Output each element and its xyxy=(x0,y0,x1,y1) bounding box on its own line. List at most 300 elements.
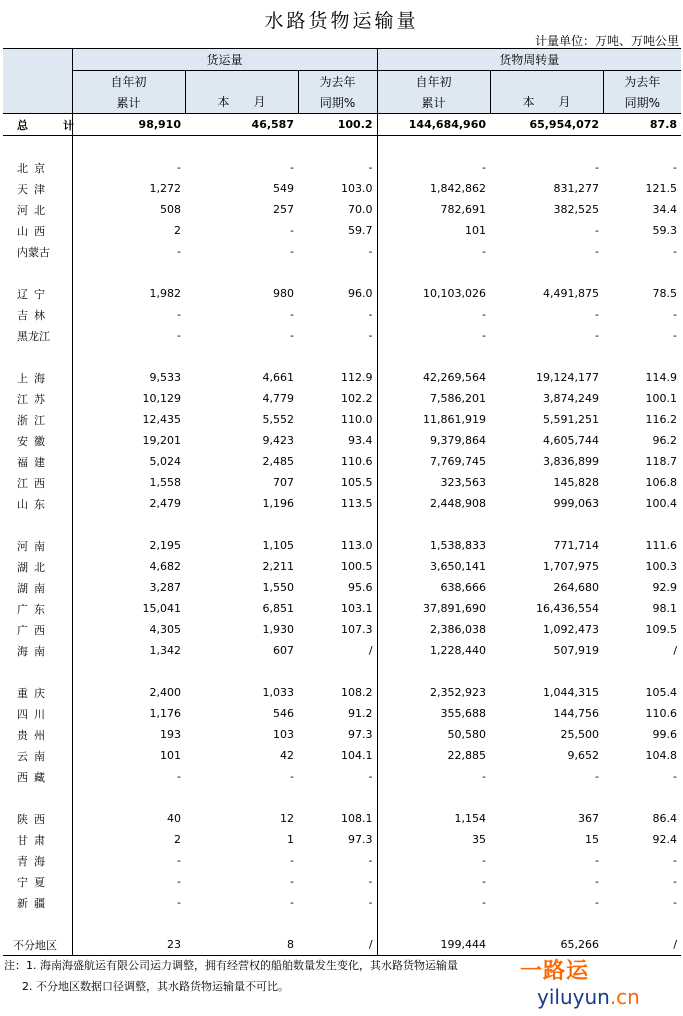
spacer-cell xyxy=(603,661,681,682)
spacer-cell xyxy=(377,913,490,934)
watermark-url-main: yiluyun xyxy=(537,985,610,1009)
turnover-month-cell: 382,525 xyxy=(553,203,600,216)
turnover-ytd-cell: - xyxy=(482,329,487,342)
table-row xyxy=(3,325,681,346)
freight-yoy-cell: 96.0 xyxy=(298,283,377,304)
footnote-2: 2. 不分地区数据口径调整，其水路货物运输量不可比。 xyxy=(22,980,289,993)
table-row xyxy=(3,745,681,766)
freight-yoy-cell: / xyxy=(298,934,377,956)
spacer-cell xyxy=(72,787,185,808)
turnover-month-cell: - xyxy=(595,161,600,174)
turnover-month-cell: - xyxy=(595,245,600,258)
region-name: 湖南 xyxy=(3,577,72,598)
region-name: 重庆 xyxy=(3,682,72,703)
freight-month-cell: - xyxy=(290,161,294,174)
spacer-cell xyxy=(298,913,377,934)
spacer-cell xyxy=(490,787,603,808)
turnover-ytd-cell: - xyxy=(482,854,487,867)
spacer-row xyxy=(3,514,681,535)
turnover-yoy-cell: 99.6 xyxy=(652,728,678,741)
turnover-ytd-cell: 144,684,960 xyxy=(377,114,490,136)
table-row xyxy=(3,871,681,892)
freight-month-cell: 1,550 xyxy=(262,581,294,594)
freight-table xyxy=(3,48,681,956)
turnover-ytd-cell: 7,586,201 xyxy=(430,392,487,405)
table-row xyxy=(3,472,681,493)
freight-month-cell: 1,105 xyxy=(262,539,294,552)
spacer-cell xyxy=(185,913,298,934)
spacer-cell xyxy=(377,136,490,158)
spacer-cell xyxy=(490,514,603,535)
freight-month-cell: 546 xyxy=(273,707,294,720)
freight-ytd-cell: 2,195 xyxy=(149,539,181,552)
region-name: 不分地区 xyxy=(3,934,72,956)
turnover-month-cell: 507,919 xyxy=(553,644,600,657)
freight-month-cell: - xyxy=(290,224,294,237)
turnover-yoy-cell: - xyxy=(673,329,678,342)
turnover-month-cell: 1,044,315 xyxy=(543,686,600,699)
region-name: 云南 xyxy=(3,745,72,766)
table-row xyxy=(3,157,681,178)
turnover-month-cell: 9,652 xyxy=(567,749,600,762)
total-row xyxy=(3,114,681,136)
spacer-cell xyxy=(72,346,185,367)
freight-month-cell: - xyxy=(290,770,294,783)
turnover-yoy-cell: - xyxy=(673,770,678,783)
header-freight-month-label: 本 月 xyxy=(217,95,266,109)
turnover-ytd-cell: - xyxy=(482,896,487,909)
spacer-cell xyxy=(490,913,603,934)
freight-yoy-cell: 100.5 xyxy=(298,556,377,577)
freight-ytd-cell: 1,558 xyxy=(149,476,181,489)
turnover-ytd-cell: 638,666 xyxy=(440,581,487,594)
freight-month-cell: 2,485 xyxy=(262,455,294,468)
freight-yoy-cell: 108.1 xyxy=(298,808,377,829)
freight-yoy-cell: - xyxy=(298,325,377,346)
header-freight: 货运量 xyxy=(72,49,377,71)
region-name: 河南 xyxy=(3,535,72,556)
freight-month-cell: - xyxy=(290,854,294,867)
turnover-yoy-cell: 98.1 xyxy=(652,602,678,615)
turnover-ytd-cell: - xyxy=(482,245,487,258)
freight-yoy-cell: 93.4 xyxy=(298,430,377,451)
freight-ytd-cell: 40 xyxy=(167,812,181,825)
freight-yoy-cell: 97.3 xyxy=(298,724,377,745)
turnover-yoy-cell: 114.9 xyxy=(645,371,678,384)
spacer-cell xyxy=(603,346,681,367)
header-turnover-ytd-top: 自年初 xyxy=(377,71,490,93)
turnover-month-cell: 144,756 xyxy=(553,707,600,720)
freight-ytd-cell: 5,024 xyxy=(149,455,181,468)
spacer-cell xyxy=(185,262,298,283)
header-freight-ytd-bottom: 累计 xyxy=(72,92,185,114)
turnover-month-cell: 4,491,875 xyxy=(543,287,600,300)
spacer-row xyxy=(3,661,681,682)
freight-ytd-cell: 15,041 xyxy=(142,602,181,615)
spacer-cell xyxy=(377,262,490,283)
turnover-ytd-cell: 3,650,141 xyxy=(430,560,487,573)
turnover-month-cell: 367 xyxy=(578,812,600,825)
freight-ytd-cell: 98,910 xyxy=(72,114,185,136)
region-name: 河北 xyxy=(3,199,72,220)
spacer-row xyxy=(3,136,681,158)
freight-month-cell: - xyxy=(290,245,294,258)
freight-yoy-cell: 110.6 xyxy=(298,451,377,472)
turnover-month-cell: 1,707,975 xyxy=(543,560,600,573)
freight-ytd-cell: 10,129 xyxy=(142,392,181,405)
freight-ytd-cell: 2 xyxy=(174,224,181,237)
turnover-ytd-cell: 1,842,862 xyxy=(430,182,487,195)
freight-month-cell: 6,851 xyxy=(262,602,294,615)
freight-yoy-cell: - xyxy=(298,241,377,262)
header-freight-month-spacer xyxy=(185,71,298,114)
spacer-cell xyxy=(3,787,72,808)
turnover-yoy-cell: - xyxy=(673,161,678,174)
spacer-cell xyxy=(377,514,490,535)
freight-month-cell: 1,196 xyxy=(262,497,294,510)
freight-ytd-cell: 1,272 xyxy=(149,182,181,195)
freight-yoy-cell: 100.2 xyxy=(298,114,377,136)
turnover-yoy-cell: - xyxy=(673,308,678,321)
spacer-cell xyxy=(298,136,377,158)
spacer-cell xyxy=(72,913,185,934)
freight-month-cell: 103 xyxy=(273,728,294,741)
spacer-row xyxy=(3,262,681,283)
turnover-month-cell: - xyxy=(595,854,600,867)
freight-ytd-cell: - xyxy=(177,308,181,321)
turnover-month-cell: 264,680 xyxy=(553,581,600,594)
spacer-cell xyxy=(490,346,603,367)
turnover-ytd-cell: 1,154 xyxy=(454,812,487,825)
spacer-cell xyxy=(298,787,377,808)
freight-month-cell: 46,587 xyxy=(185,114,298,136)
freight-yoy-cell: 104.1 xyxy=(298,745,377,766)
spacer-cell xyxy=(185,661,298,682)
table-row xyxy=(3,703,681,724)
spacer-cell xyxy=(3,262,72,283)
spacer-cell xyxy=(490,661,603,682)
turnover-month-cell: 15 xyxy=(585,833,600,846)
turnover-yoy-cell: / xyxy=(673,644,678,657)
freight-ytd-cell: 12,435 xyxy=(142,413,181,426)
region-name: 总 计 xyxy=(3,114,72,136)
turnover-ytd-cell: 10,103,026 xyxy=(423,287,487,300)
table-row xyxy=(3,367,681,388)
freight-ytd-cell: - xyxy=(177,854,181,867)
freight-ytd-cell: 2,479 xyxy=(149,497,181,510)
freight-yoy-cell: 95.6 xyxy=(298,577,377,598)
region-name: 新疆 xyxy=(3,892,72,913)
table-row xyxy=(3,241,681,262)
turnover-yoy-cell: 92.4 xyxy=(652,833,678,846)
freight-month-cell: 607 xyxy=(273,644,294,657)
table-row xyxy=(3,199,681,220)
turnover-ytd-cell: - xyxy=(482,875,487,888)
freight-yoy-cell: 113.5 xyxy=(298,493,377,514)
spacer-cell xyxy=(603,262,681,283)
spacer-cell xyxy=(3,136,72,158)
turnover-ytd-cell: 22,885 xyxy=(447,749,487,762)
region-name: 西藏 xyxy=(3,766,72,787)
turnover-ytd-cell: 1,228,440 xyxy=(430,644,487,657)
turnover-month-cell: 145,828 xyxy=(553,476,600,489)
turnover-ytd-cell: 1,538,833 xyxy=(430,539,487,552)
turnover-yoy-cell: 109.5 xyxy=(645,623,678,636)
turnover-month-cell: - xyxy=(595,224,600,237)
turnover-month-cell: 3,874,249 xyxy=(543,392,600,405)
turnover-yoy-cell: 110.6 xyxy=(645,707,678,720)
turnover-yoy-cell: 86.4 xyxy=(652,812,678,825)
turnover-yoy-cell: 92.9 xyxy=(652,581,678,594)
freight-ytd-cell: 3,287 xyxy=(149,581,181,594)
table-row xyxy=(3,283,681,304)
freight-month-cell: 4,661 xyxy=(262,371,294,384)
table-row xyxy=(3,766,681,787)
freight-month-cell: - xyxy=(290,329,294,342)
freight-ytd-cell: 4,305 xyxy=(149,623,181,636)
spacer-cell xyxy=(72,262,185,283)
table-row xyxy=(3,619,681,640)
spacer-cell xyxy=(3,661,72,682)
turnover-ytd-cell: 323,563 xyxy=(440,476,487,489)
spacer-cell xyxy=(377,787,490,808)
turnover-ytd-cell: 50,580 xyxy=(447,728,487,741)
turnover-month-cell: 771,714 xyxy=(553,539,600,552)
table-row xyxy=(3,535,681,556)
freight-yoy-cell: 103.1 xyxy=(298,598,377,619)
table-row xyxy=(3,220,681,241)
freight-ytd-cell: 193 xyxy=(160,728,181,741)
region-name: 青海 xyxy=(3,850,72,871)
freight-month-cell: 4,779 xyxy=(262,392,294,405)
spacer-cell xyxy=(298,514,377,535)
freight-yoy-cell: 91.2 xyxy=(298,703,377,724)
table-row xyxy=(3,304,681,325)
freight-ytd-cell: 4,682 xyxy=(149,560,181,573)
turnover-month-cell: 16,436,554 xyxy=(536,602,600,615)
turnover-ytd-cell: 782,691 xyxy=(440,203,487,216)
table-row xyxy=(3,640,681,661)
region-name: 北京 xyxy=(3,157,72,178)
turnover-yoy-cell: / xyxy=(603,934,681,956)
freight-ytd-cell: 9,533 xyxy=(149,371,181,384)
table-row xyxy=(3,934,681,956)
freight-ytd-cell: 508 xyxy=(160,203,181,216)
freight-yoy-cell: 108.2 xyxy=(298,682,377,703)
header-turnover-ytd-bottom: 累计 xyxy=(377,92,490,114)
region-name: 江苏 xyxy=(3,388,72,409)
turnover-month-cell: 25,500 xyxy=(560,728,600,741)
freight-yoy-cell: 107.3 xyxy=(298,619,377,640)
region-name: 广西 xyxy=(3,619,72,640)
spacer-cell xyxy=(603,514,681,535)
turnover-ytd-cell: - xyxy=(482,308,487,321)
freight-yoy-cell: - xyxy=(298,850,377,871)
freight-ytd-cell: 1,342 xyxy=(149,644,181,657)
region-name: 四川 xyxy=(3,703,72,724)
table-row xyxy=(3,577,681,598)
header-freight-ytd-top: 自年初 xyxy=(72,71,185,93)
region-name: 山西 xyxy=(3,220,72,241)
turnover-yoy-cell: - xyxy=(673,245,678,258)
turnover-ytd-cell: 37,891,690 xyxy=(423,602,487,615)
freight-month-cell: 1,033 xyxy=(262,686,294,699)
freight-month-cell: 5,552 xyxy=(262,413,294,426)
spacer-cell xyxy=(3,913,72,934)
table-row xyxy=(3,430,681,451)
turnover-ytd-cell: 2,386,038 xyxy=(430,623,487,636)
header-turnover: 货物周转量 xyxy=(377,49,681,71)
turnover-yoy-cell: 118.7 xyxy=(645,455,678,468)
freight-month-cell: - xyxy=(290,308,294,321)
freight-ytd-cell: - xyxy=(177,161,181,174)
turnover-month-cell: 65,954,072 xyxy=(490,114,603,136)
turnover-month-cell: 5,591,251 xyxy=(543,413,600,426)
turnover-month-cell: - xyxy=(595,770,600,783)
spacer-cell xyxy=(490,262,603,283)
region-name: 黑龙江 xyxy=(3,325,72,346)
region-name: 辽宁 xyxy=(3,283,72,304)
freight-month-cell: 1 xyxy=(287,833,294,846)
spacer-row xyxy=(3,913,681,934)
region-name: 宁夏 xyxy=(3,871,72,892)
freight-yoy-cell: 97.3 xyxy=(298,829,377,850)
freight-yoy-cell: - xyxy=(298,892,377,913)
region-name: 甘肃 xyxy=(3,829,72,850)
turnover-yoy-cell: 87.8 xyxy=(603,114,681,136)
spacer-cell xyxy=(603,913,681,934)
region-name: 内蒙古 xyxy=(3,241,72,262)
turnover-month-cell: 3,836,899 xyxy=(543,455,600,468)
turnover-month-cell: 831,277 xyxy=(553,182,600,195)
turnover-month-cell: - xyxy=(595,308,600,321)
freight-month-cell: 257 xyxy=(273,203,294,216)
spacer-cell xyxy=(185,346,298,367)
freight-ytd-cell: 1,176 xyxy=(149,707,181,720)
turnover-ytd-cell: - xyxy=(482,161,487,174)
turnover-yoy-cell: 106.8 xyxy=(645,476,678,489)
header-freight-yoy-bottom: 同期% xyxy=(298,92,377,114)
watermark-url xyxy=(537,985,640,1009)
freight-yoy-cell: - xyxy=(298,766,377,787)
spacer-cell xyxy=(490,136,603,158)
freight-ytd-cell: 1,982 xyxy=(149,287,181,300)
header-turnover-month-label: 本 月 xyxy=(522,95,571,109)
freight-month-cell: 707 xyxy=(273,476,294,489)
turnover-yoy-cell: 116.2 xyxy=(645,413,678,426)
turnover-ytd-cell: 11,861,919 xyxy=(423,413,487,426)
table-row xyxy=(3,892,681,913)
freight-yoy-cell: - xyxy=(298,304,377,325)
table-row xyxy=(3,829,681,850)
spacer-cell xyxy=(298,262,377,283)
table-row xyxy=(3,808,681,829)
turnover-month-cell: 19,124,177 xyxy=(536,371,600,384)
freight-ytd-cell: - xyxy=(177,329,181,342)
turnover-yoy-cell: 105.4 xyxy=(645,686,678,699)
watermark-url-tld: .cn xyxy=(609,985,640,1009)
turnover-ytd-cell: 355,688 xyxy=(440,707,487,720)
spacer-cell xyxy=(298,346,377,367)
freight-ytd-cell: 2,400 xyxy=(149,686,181,699)
table-row xyxy=(3,409,681,430)
region-name: 广东 xyxy=(3,598,72,619)
freight-yoy-cell: 103.0 xyxy=(298,178,377,199)
region-name: 贵州 xyxy=(3,724,72,745)
region-name: 湖北 xyxy=(3,556,72,577)
turnover-yoy-cell: - xyxy=(673,896,678,909)
freight-month-cell: 980 xyxy=(273,287,294,300)
turnover-ytd-cell: 101 xyxy=(465,224,487,237)
region-name: 吉林 xyxy=(3,304,72,325)
spacer-row xyxy=(3,346,681,367)
footnotes xyxy=(4,955,458,997)
unit-label: 计量单位：万吨、万吨公里 xyxy=(534,34,679,48)
freight-month-cell: 2,211 xyxy=(262,560,294,573)
spacer-cell xyxy=(377,346,490,367)
turnover-yoy-cell: 121.5 xyxy=(645,182,678,195)
freight-month-cell: 8 xyxy=(185,934,298,956)
freight-yoy-cell: 110.0 xyxy=(298,409,377,430)
freight-ytd-cell: 19,201 xyxy=(142,434,181,447)
spacer-cell xyxy=(3,346,72,367)
freight-ytd-cell: - xyxy=(177,875,181,888)
turnover-yoy-cell: 100.3 xyxy=(645,560,678,573)
turnover-month-cell: 4,605,744 xyxy=(543,434,600,447)
freight-month-cell: 42 xyxy=(280,749,294,762)
header-turnover-yoy-top: 为去年 xyxy=(603,71,681,93)
turnover-yoy-cell: 96.2 xyxy=(652,434,678,447)
freight-month-cell: 1,930 xyxy=(262,623,294,636)
region-name: 安徽 xyxy=(3,430,72,451)
spacer-cell xyxy=(377,661,490,682)
turnover-ytd-cell: - xyxy=(482,770,487,783)
freight-yoy-cell: 105.5 xyxy=(298,472,377,493)
footnote-1: 注：1. 海南海盛航运有限公司运力调整，拥有经营权的船舶数量发生变化，其水路货物运输量 xyxy=(4,959,458,972)
region-name: 江西 xyxy=(3,472,72,493)
spacer-cell xyxy=(603,787,681,808)
spacer-cell xyxy=(72,514,185,535)
turnover-ytd-cell: 2,352,923 xyxy=(430,686,487,699)
table-row xyxy=(3,682,681,703)
header-turnover-yoy-bottom: 同期% xyxy=(603,92,681,114)
spacer-cell xyxy=(185,136,298,158)
turnover-month-cell: 65,266 xyxy=(490,934,603,956)
spacer-cell xyxy=(298,661,377,682)
region-name: 陕西 xyxy=(3,808,72,829)
spacer-cell xyxy=(185,514,298,535)
turnover-yoy-cell: 78.5 xyxy=(652,287,678,300)
freight-month-cell: - xyxy=(290,896,294,909)
table-row xyxy=(3,598,681,619)
turnover-yoy-cell: 34.4 xyxy=(652,203,678,216)
freight-yoy-cell: 70.0 xyxy=(298,199,377,220)
turnover-month-cell: - xyxy=(595,329,600,342)
freight-ytd-cell: 101 xyxy=(160,749,181,762)
turnover-yoy-cell: - xyxy=(673,854,678,867)
header-freight-yoy-top: 为去年 xyxy=(298,71,377,93)
freight-yoy-cell: - xyxy=(298,871,377,892)
freight-month-cell: - xyxy=(290,875,294,888)
table-row xyxy=(3,388,681,409)
spacer-cell xyxy=(185,787,298,808)
turnover-yoy-cell: 100.4 xyxy=(645,497,678,510)
turnover-ytd-cell: 35 xyxy=(472,833,487,846)
turnover-month-cell: 999,063 xyxy=(553,497,600,510)
region-name: 上海 xyxy=(3,367,72,388)
table-row xyxy=(3,556,681,577)
watermark-logo: 一路运 xyxy=(520,959,590,984)
